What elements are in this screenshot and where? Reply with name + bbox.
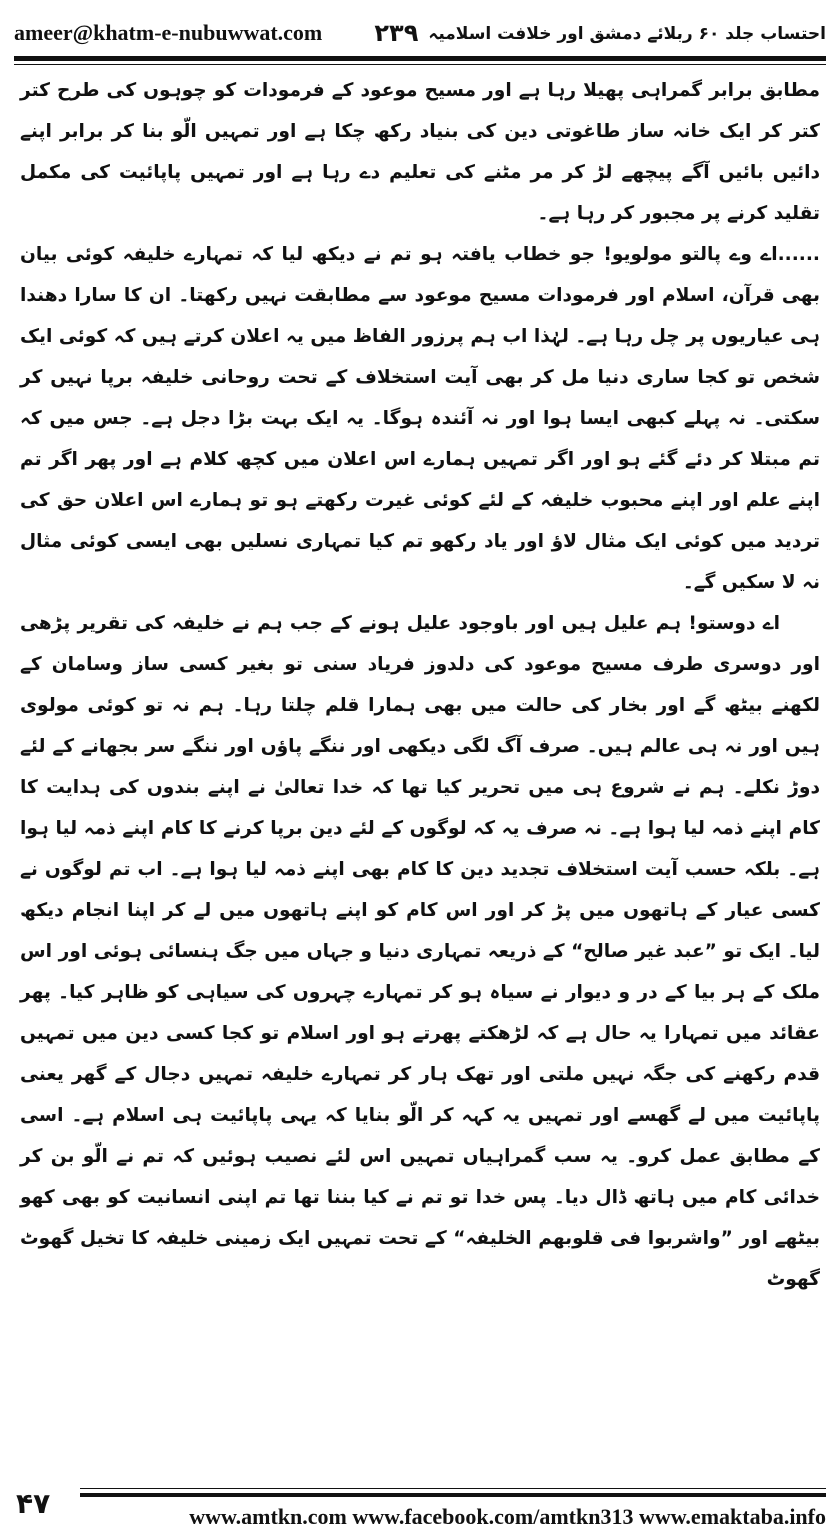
footer-rule-thin [80, 1488, 826, 1489]
footer-links: www.amtkn.com www.facebook.com/amtkn313 www.emaktaba.info [189, 1504, 826, 1529]
body-text [20, 70, 820, 1300]
paragraph-2: ......اے وے پالتو مولویو! جو خطاب یافتہ ہو تم نے دیکھ لیا کہ تمہارے خلیفہ کوئی بیان بھی قرآن، اسلام اور فرمودات مسیح موعود سے مطابقت نہیں رکھتا۔ ان کا سارا دھندا ہی عیاریوں پر چل رہا ہے۔ لہٰذا اب ہم پرزور الفاظ میں یہ اعلان کرتے ہیں کہ کوئی ایک شخص تو کجا ساری دنیا مل کر بھی آیت استخلاف کے تحت روحانی خلیفہ برپا نہیں کر سکتی۔ نہ پہلے کبھی ایسا ہوا اور نہ آئندہ ہوگا۔ یہ ایک بہت بڑا دجل ہے۔ جس میں کہ تم مبتلا کر دئے گئے ہو اور اگر تمہیں ہمارے اس اعلان میں کچھ کلام ہے اور پھر اگر تم اپنے علم اور اپنے محبوب خلیفہ کے لئے کوئی غیرت رکھتے ہو تو ہمارے اس اعلان حق کی تردید میں کوئی ایک مثال لاؤ اور یاد رکھو تم کیا تمہاری نسلیں بھی ایسی کوئی مثال نہ لا سکیں گے۔ [20, 244, 820, 593]
paragraph-1: مطابق برابر گمراہی پھیلا رہا ہے اور مسیح موعود کے فرمودات کو چوہوں کی طرح کتر کتر کر ایک خانہ ساز طاغوتی دین کی بنیاد رکھ چکا ہے اور تمہیں الّو بنا کر برابر اپنے دائیں بائیں آگے پیچھے لڑ کر مر مٹنے کی تعلیم دے رہا ہے اور تمہیں پاپائیت کی مکمل تقلید کرنے پر مجبور کر رہا ہے۔ [20, 80, 820, 224]
header-title-group [374, 19, 826, 47]
page-header [14, 14, 826, 52]
header-email: ameer@khatm-e-nubuwwat.com [14, 20, 323, 45]
header-book-title: احتساب جلد ۶۰ ربلائے دمشق اور خلافت اسلامیہ [428, 23, 826, 44]
footer-rule-thick [80, 1493, 826, 1497]
paragraph-3: اے دوستو! ہم علیل ہیں اور باوجود علیل ہونے کے جب ہم نے خلیفہ کی تقریر پڑھی اور دوسری طرف مسیح موعود کی دلدوز فریاد سنی تو بغیر کسی ساز وسامان کے لکھنے بیٹھ گے اور بخار کی حالت میں بھی ہمارا قلم چلتا رہا۔ ہم نہ تو کوئی مولوی ہیں اور نہ ہی عالم ہیں۔ صرف آگ لگی دیکھی اور ننگے پاؤں اور ننگے سر بجھانے کے لئے دوڑ نکلے۔ ہم نے شروع ہی میں تحریر کیا تھا کہ خدا تعالیٰ نے اپنے بندوں کی ہدایت کا کام اپنے ذمہ لیا ہوا ہے۔ نہ صرف یہ کہ لوگوں کے لئے دین برپا کرنے کا کام اپنے ذمہ لیا ہوا ہے۔ بلکہ حسب آیت استخلاف تجدید دین کا کام بھی اپنے ذمہ لیا ہوا ہے۔ اب تم لوگوں نے کسی عیار کے ہاتھوں میں پڑ کر اور اس کام کو اپنے ہاتھوں میں لے کر اپنا انجام دیکھ لیا۔ ایک تو ”عبد غیر صالح“ کے ذریعہ تمہاری دنیا و جہاں میں جگ ہنسائی ہوئی اور اس ملک کے ہر بیا کے در و دیوار نے سیاہ ہو کر تمہارے چہروں کی سیاہی کو ظاہر کیا۔ پھر عقائد میں تمہارا یہ حال ہے کہ لڑھکتے پھرتے ہو اور اسلام تو کجا کسی دین میں تمہیں قدم رکھنے کی جگہ نہیں ملتی اور تھک ہار کر تمہارے خلیفہ تمہیں دجال کے گھر یعنی پاپائیت میں لے گھسے اور تمہیں یہ کہہ کر الّو بنایا کہ یہی پاپائیت ہی اسلام ہے۔ اسی کے مطابق عمل کرو۔ یہ سب گمراہیاں تمہیں اس لئے نصیب ہوئیں کہ تم نے الّو بن کر خدائی کام میں ہاتھ ڈال دیا۔ پس خدا تو تم نے کیا بننا تھا تم اپنی انسانیت کو بھی کھو بیٹھے اور ”واشربوا فی قلوبھم الخلیفہ“ کے تحت تمہیں ایک زمینی خلیفہ کا تخیل گھوٹ گھوٹ [20, 613, 820, 1290]
footer-page-number: ۴۷ [16, 1487, 51, 1520]
header-rule-thick [14, 56, 826, 61]
header-page-number: ۲۳۹ [374, 19, 419, 47]
header-rule-thin [14, 64, 826, 65]
